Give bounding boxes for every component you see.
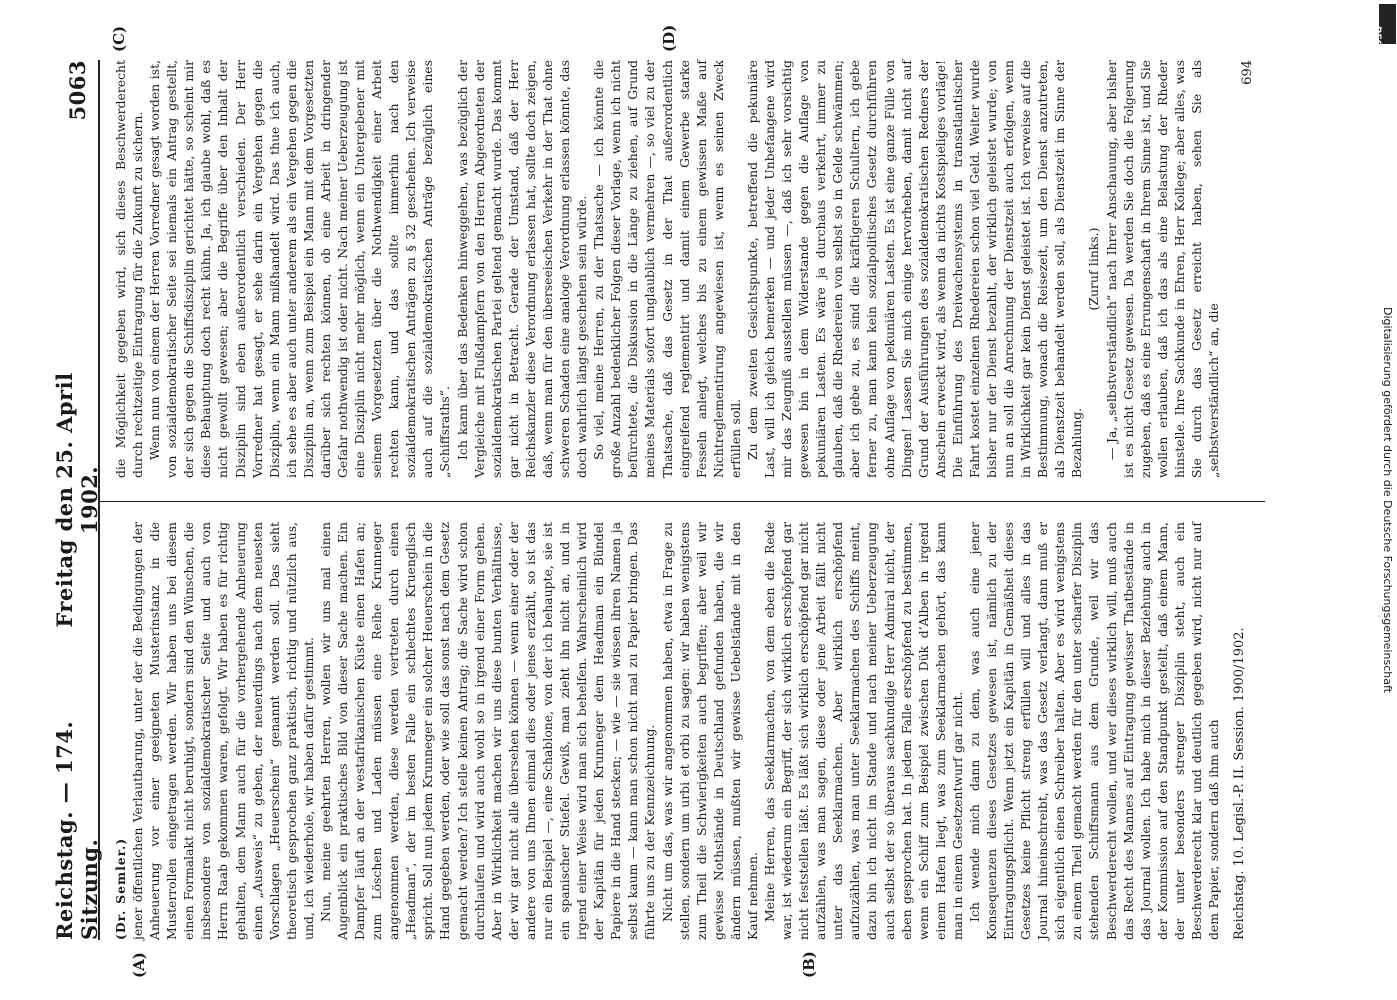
paragraph: die Möglichkeit gegeben wird, sich dieses Beschwerderecht durch rechtzeitige Eintragung für die Zukunft zu sichern. [113,60,146,478]
digitization-note: Digitalisierung gefördert durch die Deutsche Forschungsgemeinschaft [1381,307,1394,693]
paragraph: Wenn nun von einem der Herren Vorredner gesagt worden ist, von sozialdemokratischer Seite sei niemals ein Antrag gestellt, der sich gegen die Schiffsdisziplin gerichtet hätte, so scheint mir diese Behauptung doch recht kühn. Ja, ich glaube wohl, daß es nicht gewollt gewesen; aber die Begriffe über den Inhalt der Disziplin sind eben außerordentlich verschieden. Der Herr Vorredner hat gesagt, er sehe darin ein Vergehen gegen die Disziplin, wenn ein Mann mißhandelt wird. Das thue ich auch, ich sehe es aber auch unter anderem als ein Vergehen gegen die Disziplin an, wenn zum Beispiel ein Mann mit dem Vorgesetzten darüber sich rechten können, ob eine Arbeit in dringender Gefahr nothwendig ist oder nicht. Nach meiner Ueberzeugung ist eine Disziplin nicht mehr möglich, wenn ein Untergebener mit seinem Vorgesetzten über die Nothwendigkeit einer Arbeit rechten kann, und das sollte immerhin nach den sozialdemokratischen Anträgen zu § 32 geschehen. Ich verweise auch auf die sozialdemokratischen Anträge bezüglich eines „Schiffsraths“. [147,60,453,478]
paragraph: Ich wende mich dann zu dem, was auch eine jener Konsequenzen dieses Gesetzes gewesen ist, nämlich zu der Eintragungspflicht. Wenn jetzt ein Kapitän in Gemäßheit dieses Gesetzes keine Pflicht streng erfüllen will und alles in das Journal hineinschreibt, was das Gesetz verlangt, dann muß er sich eigentlich einen Schreiber halten. Aber es wird wenigstens zu einem Theil gemacht werden für den unter scharfer Disziplin stehenden Schiffsmann aus dem Grunde, weil wir das Beschwerderecht wollen, und wer dieses wirklich will, muß auch das Recht des Mannes auf Eintragung gewisser Thatbestände in das Journal wollen. Ich habe mich in dieser Beziehung auch in der Kommission auf den Standpunkt gestellt, daß einem Mann, der unter besonders strenger Disziplin steht, auch ein Beschwerderecht klar und deutlich gegeben wird, nicht nur auf dem Papier, sondern daß ihm auch [966,522,1221,940]
speaker-intro: (Dr. Semler.) [113,837,128,940]
header-page-number: 5063 [64,60,90,121]
paragraph: — Ja, „selbstverständlich“ nach Ihrer Anschauung, aber bisher ist es nicht Gesetz gewesen. Da werden Sie doch die Folgerung zugeben, daß es eine Errungenschaft in Ihrem Sinne ist, und Sie wollen erlauben, daß ich das als eine Belastung der Rheder hinstelle. Ihre Sachkunde in Ehren, Herr Kollege; aber alles, was Sie durch das Gesetz erreicht haben, sehen Sie als „selbstverständlich“ an, die [1103,60,1221,478]
digitization-strip [1378,0,1397,1000]
paragraph: Nicht um das, was wir angenommen haben, etwa in Frage zu stellen, sondern um urbi et orbi zu sagen: wir haben wenigstens zum Theil die Schwierigkeiten auch begriffen; aber weil wir gewisse Nothstände in Deutschland gefunden haben, die wir ändern müssen, mußten wir gewisse Uebelstände mit in den Kauf nehmen. [659,522,760,940]
margin-marker-b: (B) [800,951,818,978]
column-divider [100,501,1265,502]
paragraph: jener öffentlichen Verlautbarung, unter der die Bedingungen der Anheuerung vor einer geeigneten Musterinstanz in die Musterrollen eingetragen werden. Wir haben uns bei diesem einen Formalakt nicht beruhigt, sondern sind den Wünschen, die insbesondere von sozialdemokratischer Seite und auch von Herrn Raab gekommen waren, gefolgt. Wir haben es für richtig gehalten, dem Mann auch für die vorhergehende Anheuerung einen „Ausweis“ zu geben, der neuerdings nach dem neuesten Vorschlagen „Heuerschein“ genannt werden soll. Das sieht theoretisch gesprochen ganz praktisch, richtig und nützlich aus, und, ich wiederhole, wir haben dafür gestimmt. [130,522,316,940]
margin-marker-c: (C) [110,25,128,52]
paragraph: Ich kann über das Bedenken hinweggehen, was bezüglich der Vergleiche mit Flußdampfern von den Herren Abgeordneten der sozialdemokratischen Partei geltend gemacht wurde. Das kommt gar nicht in Betracht. Gerade der Umstand, daß der Herr Reichskanzler diese Verordnung erlassen hat, sollte doch zeigen, daß, wenn man für den überseeischen Verkehr in der That ohne schweren Schaden eine analoge Verordnung erlassen könnte, das doch wahrlich längst geschehen sein würde. [454,60,590,478]
footer-session-info: Reichstag. 10. Legisl.-P. II. Session. 1900/1902. [1232,627,1247,940]
margin-marker-a: (A) [130,952,148,978]
paragraph: Zu dem zweiten Gesichtspunkte, betreffend die pekuniäre Last, will ich gleich bemerken — und jeder Unbefangene wird mir das Zeugniß ausstellen müssen —, daß ich sehr vorsichtig gewesen bin in dem Widerstande gegen die Auflage von pekuniären Lasten. Es wäre ja durchaus verkehrt, immer zu glauben, daß die Rhedereien von selbst so in Gelde schwämmen; aber ich gebe zu, es sind die kräftigeren Schultern, ich gebe ferner zu, man kann kein sozialpolitisches Gesetz durchführen ohne Auflage von pekuniären Lasten. Es ist eine ganze Fülle von Dingen! Lassen Sie mich einige hervorheben, damit nicht auf Grund der Ausführungen des sozialdemokratischen Redners der Anschein erweckt wird, als wenn da nichts Kostspieliges vorläge! Die Einführung des Dreiwachensystems in transatlantischer Fahrt kostet einzelnen Rhedereien schon viel Geld. Weiter wurde bisher nur der Dienst bezahlt, der wirklich geleistet wurde; von nun an soll die Anrechnung der Dienstzeit auch erfolgen, wenn in Wirklichkeit gar kein Dienst geleistet ist. Ich verweise auf die Bestimmung, wonach die Reisezeit, um den Dienst anzutreten, als Dienstzeit behandelt werden soll, als Dienstzeit im Sinne der Bezahlung. [744,60,1085,478]
page-header [52,60,102,940]
right-column [112,60,1222,478]
paragraph: Meine Herren, das Seeklarmachen, von dem eben die Rede war, ist wiederum ein Begriff, der sich wirklich erschöpfend gar nicht feststellen läßt. Es läßt sich wirklich erschöpfend gar nicht aufzählen, was man sagen, diese oder jene Arbeit fällt nicht unter das Seeklarmachen. Aber wirklich erschöpfend aufzuzählen, was man unter Seeklarmachen des Schiffs meint, dazu bin ich nicht im Stande und nach meiner Ueberzeugung auch selbst der so überaus sachkundige Herr Admiral nicht, der eben gesprochen hat. In jedem Falle erschöpfend zu bestimmen, wenn ein Schiff zum Beispiel zwischen Dük d’Alben in irgend einem Hafen liegt, was zum Seeklarmachen gehört, das kann man in einem Gesetzentwurf gar nicht. [761,522,965,940]
left-column [112,522,1222,940]
dfg-logo [1372,4,1396,48]
paragraph: Nun, meine geehrten Herren, wollen wir uns mal einen Augenblick ein praktisches Bild von dieser Sache machen. Ein Dampfer läuft an der westafrikanischen Küste einen Hafen an; zum Löschen und Laden müssen eine Reihe Krunneger angenommen werden, diese werden vertreten durch einen „Headman“, der im besten Falle ein schlechtes Kruenglisch spricht. Soll nun jedem Krunneger ein solcher Heuerschein in die Hand gegeben werden, oder wie soll das sonst nach dem Gesetz gemacht werden? Ich stelle keinen Antrag; die Sache wird schon durchlaufen und wird auch wohl so in irgend einer Form gehen. Aber in Wirklichkeit machen wir uns diese bunten Verhältnisse, der wir gar nicht alle übersehen können — wenn einer oder der andere von uns Ihnen einmal dies oder jenes erzählt, so ist das nur ein Beispiel —, eine Schablone, von der ich behaupte, sie ist ein spanischer Stiefel. Gewiß, man zieht ihn nicht an, und in irgend einer Weise wird man sich behelfen. Wahrscheinlich wird der Kapitän für jeden Krunneger dem Headman ein Bündel Papiere in die Hand stecken; — wie — sie wissen ihren Namen ja selbst kaum — kann man schon nicht mal zu Papier bringen. Das führte uns zu der Kennzeichnung. [317,522,658,940]
footer-sheet-number: 694 [1240,60,1255,85]
header-session: Reichstag. — 174. Sitzung. [52,720,102,940]
margin-marker-d: (D) [660,24,678,52]
interjection: (Zuruf links.) [1086,227,1102,311]
header-rule [98,60,100,940]
header-date: Freitag den 25. April 1902. [52,372,102,628]
dfg-logo-text: DFG [1372,26,1382,48]
paragraph: So viel, meine Herren, zu der Thatsache — ich könnte die große Anzahl bedenklicher Folgen dieser Vorlage, wenn ich nicht befürchtete, die Diskussion in die Länge zu ziehen, auf Grund meines Materials sofort unglaublich vermehren —, so viel zu der Thatsache, daß das Gesetz in der That außerordentlich eingreifend reglementirt und damit einem Gewerbe starke Fesseln anlegt, welches bis zu einem gewissen Maße auf Nichtreglementirung angewiesen ist, wenn es seinen Zweck erfüllen soll. [591,60,743,478]
